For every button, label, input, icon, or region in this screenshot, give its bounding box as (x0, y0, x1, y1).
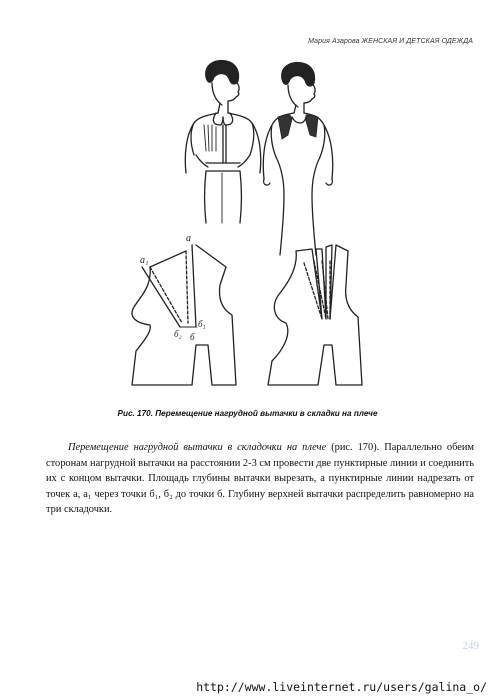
label-b: б (190, 332, 195, 342)
fashion-figure-right (263, 63, 332, 255)
figure-illustration (0, 55, 495, 405)
paragraph-lead: Перемещение нагрудной вытачки в складочки на плече (68, 442, 327, 454)
figure-caption: Рис. 170. Перемещение нагрудной вытачки в складки на плече (117, 409, 378, 418)
label-a: a (186, 233, 191, 244)
label-b2: б₂ (174, 329, 182, 339)
running-head: Мария Азарова ЖЕНСКАЯ И ДЕТСКАЯ ОДЕЖДА (308, 38, 473, 45)
pattern-draft-right (268, 245, 362, 385)
fashion-figure-left (185, 61, 260, 223)
label-b1: б₁ (198, 319, 206, 329)
body-paragraph (46, 440, 474, 518)
label-a1: a₁ (140, 255, 149, 266)
source-url-watermark: http://www.liveinternet.ru/users/galina_o/ (196, 680, 487, 694)
paragraph-text: (рис. 170). Параллельно обеим сторонам нагрудной вытачки на расстоянии 2-3 см провести две пунктирные линии и соединить их с концом вытачки. Площадь глубины вытачки вырезать, а пунктирные линии надрезать от точек а, а₁ через точки б₁, б₂ до точки б. Глубину верхней вытачки распределить равномерно на три складочки. (46, 442, 474, 516)
pattern-draft-left (132, 233, 236, 385)
page-number: 249 (462, 640, 479, 652)
